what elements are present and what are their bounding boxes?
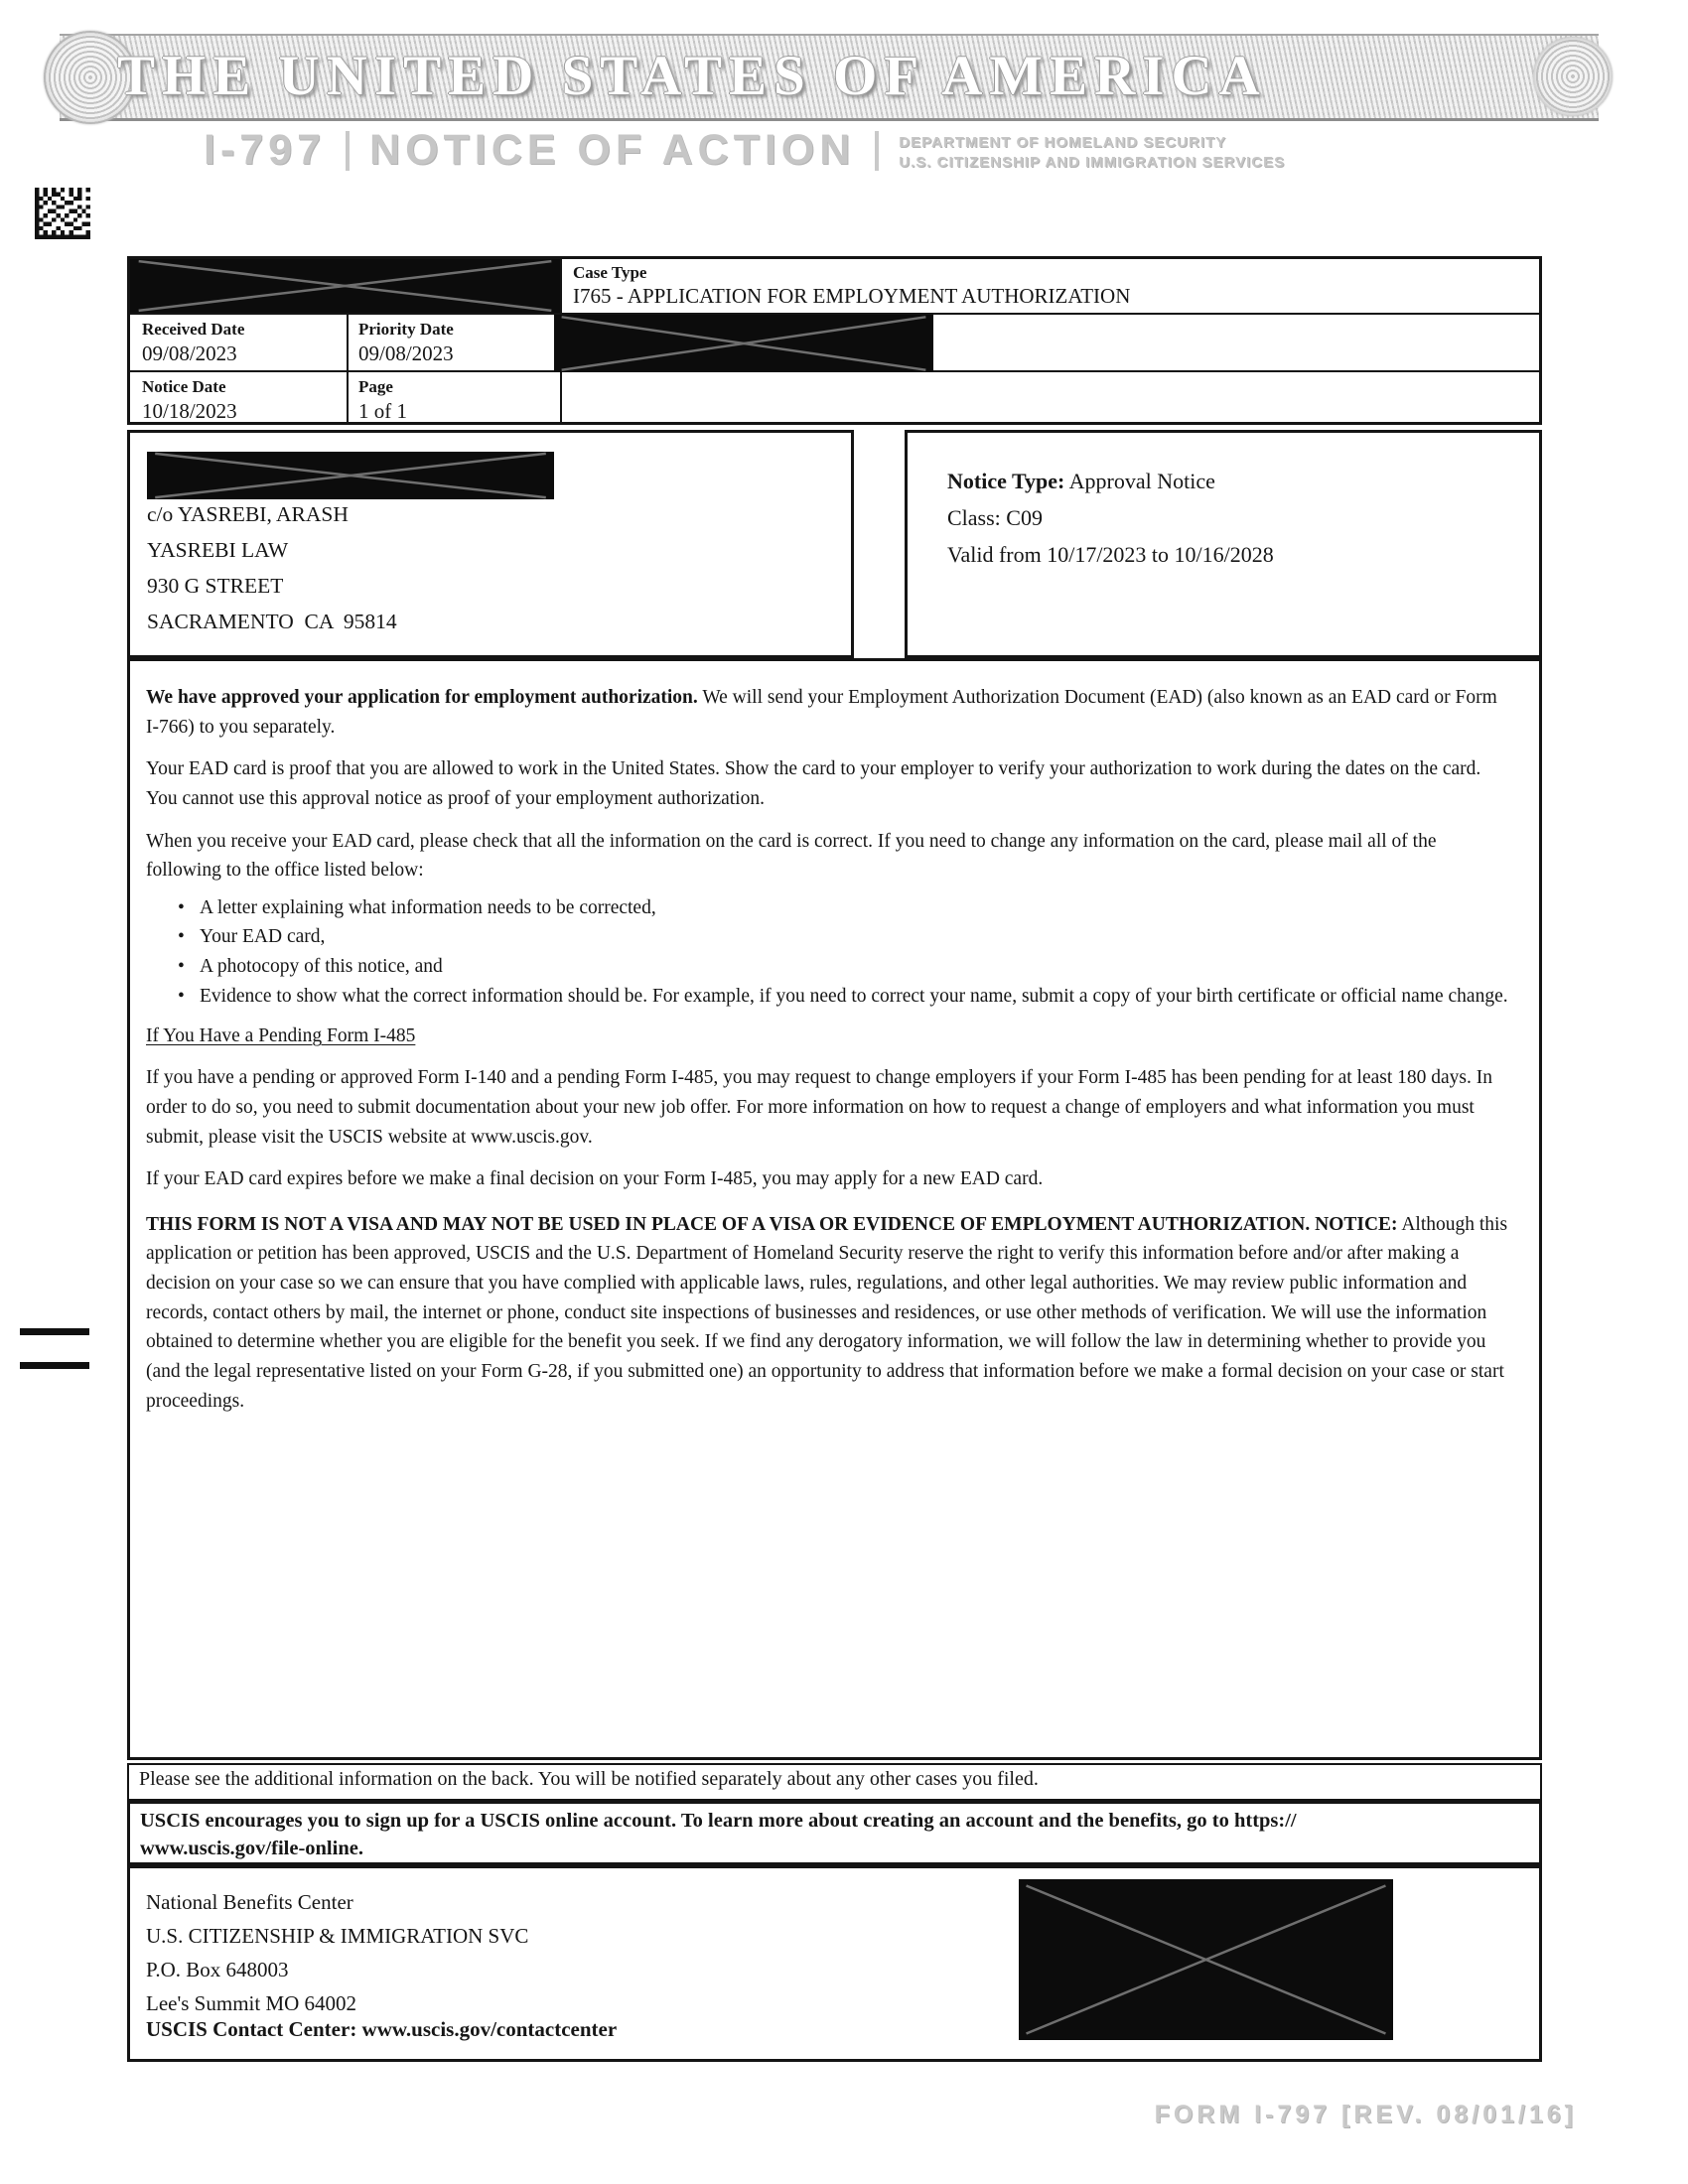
priority-date-value: 09/08/2023: [358, 341, 454, 365]
form-id-label: I-797: [204, 126, 327, 174]
uscis-contact-line: USCIS Contact Center: www.uscis.gov/contactcenter: [146, 2017, 618, 2041]
page-label: Page: [358, 377, 393, 396]
validity-line: Valid from 10/17/2023 to 10/16/2028: [947, 542, 1274, 567]
case-data-table: [127, 256, 1542, 425]
case-type-label: Case Type: [573, 263, 647, 282]
notice-type-label: Notice Type:: [947, 469, 1065, 493]
margin-mark: [20, 1328, 89, 1335]
banner-title: THE UNITED STATES OF AMERICA: [117, 45, 1267, 107]
checklist-item: • Your EAD card,: [176, 922, 1509, 952]
paragraph-ead-expires: If your EAD card expires before we make a final decision on your Form I-485, you may apply for a new EAD card.: [146, 1168, 1044, 1190]
agency-line-2: U.S. CITIZENSHIP AND IMMIGRATION SERVICES: [899, 153, 1286, 171]
notice-body: [127, 658, 1542, 1760]
header-divider: [346, 131, 350, 171]
paragraph-i485-pending: If you have a pending or approved Form I-140 and a pending Form I-485, you may request to change employers if your Form I-485 has been pending for at least 180 days. In order to do so, you need to submit documentation about your new job offer. For more information on how to request a change of employers and what information you must submit, please visit the USCIS website at www.uscis.gov.: [146, 1067, 1492, 1148]
recipient-care-of: c/o YASREBI, ARASH: [147, 502, 349, 526]
office-city: Lee's Summit MO 64002: [146, 1991, 357, 2015]
recipient-address-block: [127, 430, 854, 658]
paragraph-check-card: When you receive your EAD card, please check that all the information on the card is correct. If you need to change any information on the card, please mail all of the following to the office listed below:: [146, 830, 1437, 882]
office-name: National Benefits Center: [146, 1890, 353, 1914]
engraved-banner: [60, 34, 1599, 121]
paragraph-approved: We have approved your application for employment authorization. We will send your Employment Authorization Document (EAD) (also known as an EAD card or Form I-766) to you separately.: [146, 687, 1497, 738]
recipient-citystate: SACRAMENTO CA 95814: [147, 610, 397, 633]
online-account-note: [127, 1801, 1542, 1865]
approved-bold-text: We have approved your application for employment authorization.: [146, 687, 698, 708]
page-value: 1 of 1: [358, 399, 407, 423]
office-pobox: P.O. Box 648003: [146, 1958, 289, 1981]
online-account-note-line2: www.uscis.gov/file-online.: [140, 1837, 363, 1859]
notice-date-value: 10/18/2023: [142, 399, 237, 423]
case-type-value: I765 - APPLICATION FOR EMPLOYMENT AUTHORIZATION: [573, 284, 1131, 308]
notice-type-block: [905, 430, 1542, 658]
redaction-receipt-number: [130, 259, 560, 313]
checklist-item: • A letter explaining what information needs to be corrected,: [176, 893, 1509, 923]
notice-of-action-label: NOTICE OF ACTION: [369, 126, 856, 174]
notice-date-label: Notice Date: [142, 377, 226, 396]
form-header: [204, 126, 1285, 175]
recipient-firm: YASREBI LAW: [147, 538, 289, 562]
header-divider: [875, 131, 879, 171]
issuing-office-block: [127, 1865, 1542, 2062]
paragraph-not-a-visa: THIS FORM IS NOT A VISA AND MAY NOT BE USED IN PLACE OF A VISA OR EVIDENCE OF EMPLOYMENT AUTHORIZATION. NOTICE: Although this application or petition has been approved, USCIS and the U.S. Department of Homeland Security reserve the right to verify this information before and/or after making a decision on your case so we can ensure that you have complied with applicable laws, rules, regulations, and other legal authorities. We may review public information and records, contact others by mail, the internet or phone, conduct site inspections of businesses and residences, or use other methods of verification. We will use the information obtained to determine whether you are eligible for the benefit you seek. If we find any derogatory information, we will follow the law in determining whether to provide you (and the legal representative listed on your Form G-28, if you submitted one) an opportunity to address that information before we make a formal decision on your case or start proceedings.: [146, 1213, 1508, 1412]
redaction-recipient-name: [147, 452, 554, 499]
received-date-label: Received Date: [142, 320, 245, 339]
recipient-street: 930 G STREET: [147, 574, 284, 598]
margin-mark: [20, 1362, 89, 1369]
notice-type-line: [947, 469, 1215, 494]
class-line: Class: C09: [947, 505, 1043, 530]
priority-date-label: Priority Date: [358, 320, 454, 339]
form-revision-footer: FORM I-797 [REV. 08/01/16]: [1154, 2101, 1577, 2128]
datamatrix-barcode-icon: [35, 187, 90, 240]
back-information-note: Please see the additional information on the back. You will be notified separately about any other cases you filed.: [127, 1763, 1542, 1801]
redaction-bottom-barcode: [1019, 1879, 1393, 2040]
agency-block: [899, 133, 1285, 172]
redaction-case-row: [554, 315, 933, 372]
correction-checklist: [176, 893, 1509, 1012]
notice-type-value: Approval Notice: [1068, 469, 1215, 493]
received-date-value: 09/08/2023: [142, 341, 237, 365]
paragraph-ead-proof: Your EAD card is proof that you are allowed to work in the United States. Show the card to your employer to verify your authorization to work during the dates on the card. You cannot use this approval notice as proof of your employment authorization.: [146, 758, 1481, 809]
checklist-item: • Evidence to show what the correct information should be. For example, if you need to correct your name, submit a copy of your birth certificate or official name change.: [176, 982, 1509, 1012]
not-a-visa-bold-text: THIS FORM IS NOT A VISA AND MAY NOT BE USED IN PLACE OF A VISA OR EVIDENCE OF EMPLOYMENT AUTHORIZATION. NOTICE:: [146, 1213, 1398, 1235]
office-agency: U.S. CITIZENSHIP & IMMIGRATION SVC: [146, 1924, 529, 1948]
agency-line-1: DEPARTMENT OF HOMELAND SECURITY: [899, 134, 1227, 151]
online-account-note-line1: USCIS encourages you to sign up for a USCIS online account. To learn more about creating an account and the benefits, go to https://: [140, 1810, 1297, 1832]
i485-section-heading: If You Have a Pending Form I-485: [146, 1025, 416, 1047]
checklist-item: • A photocopy of this notice, and: [176, 952, 1509, 982]
rosette-ornament-icon: [1533, 37, 1613, 116]
